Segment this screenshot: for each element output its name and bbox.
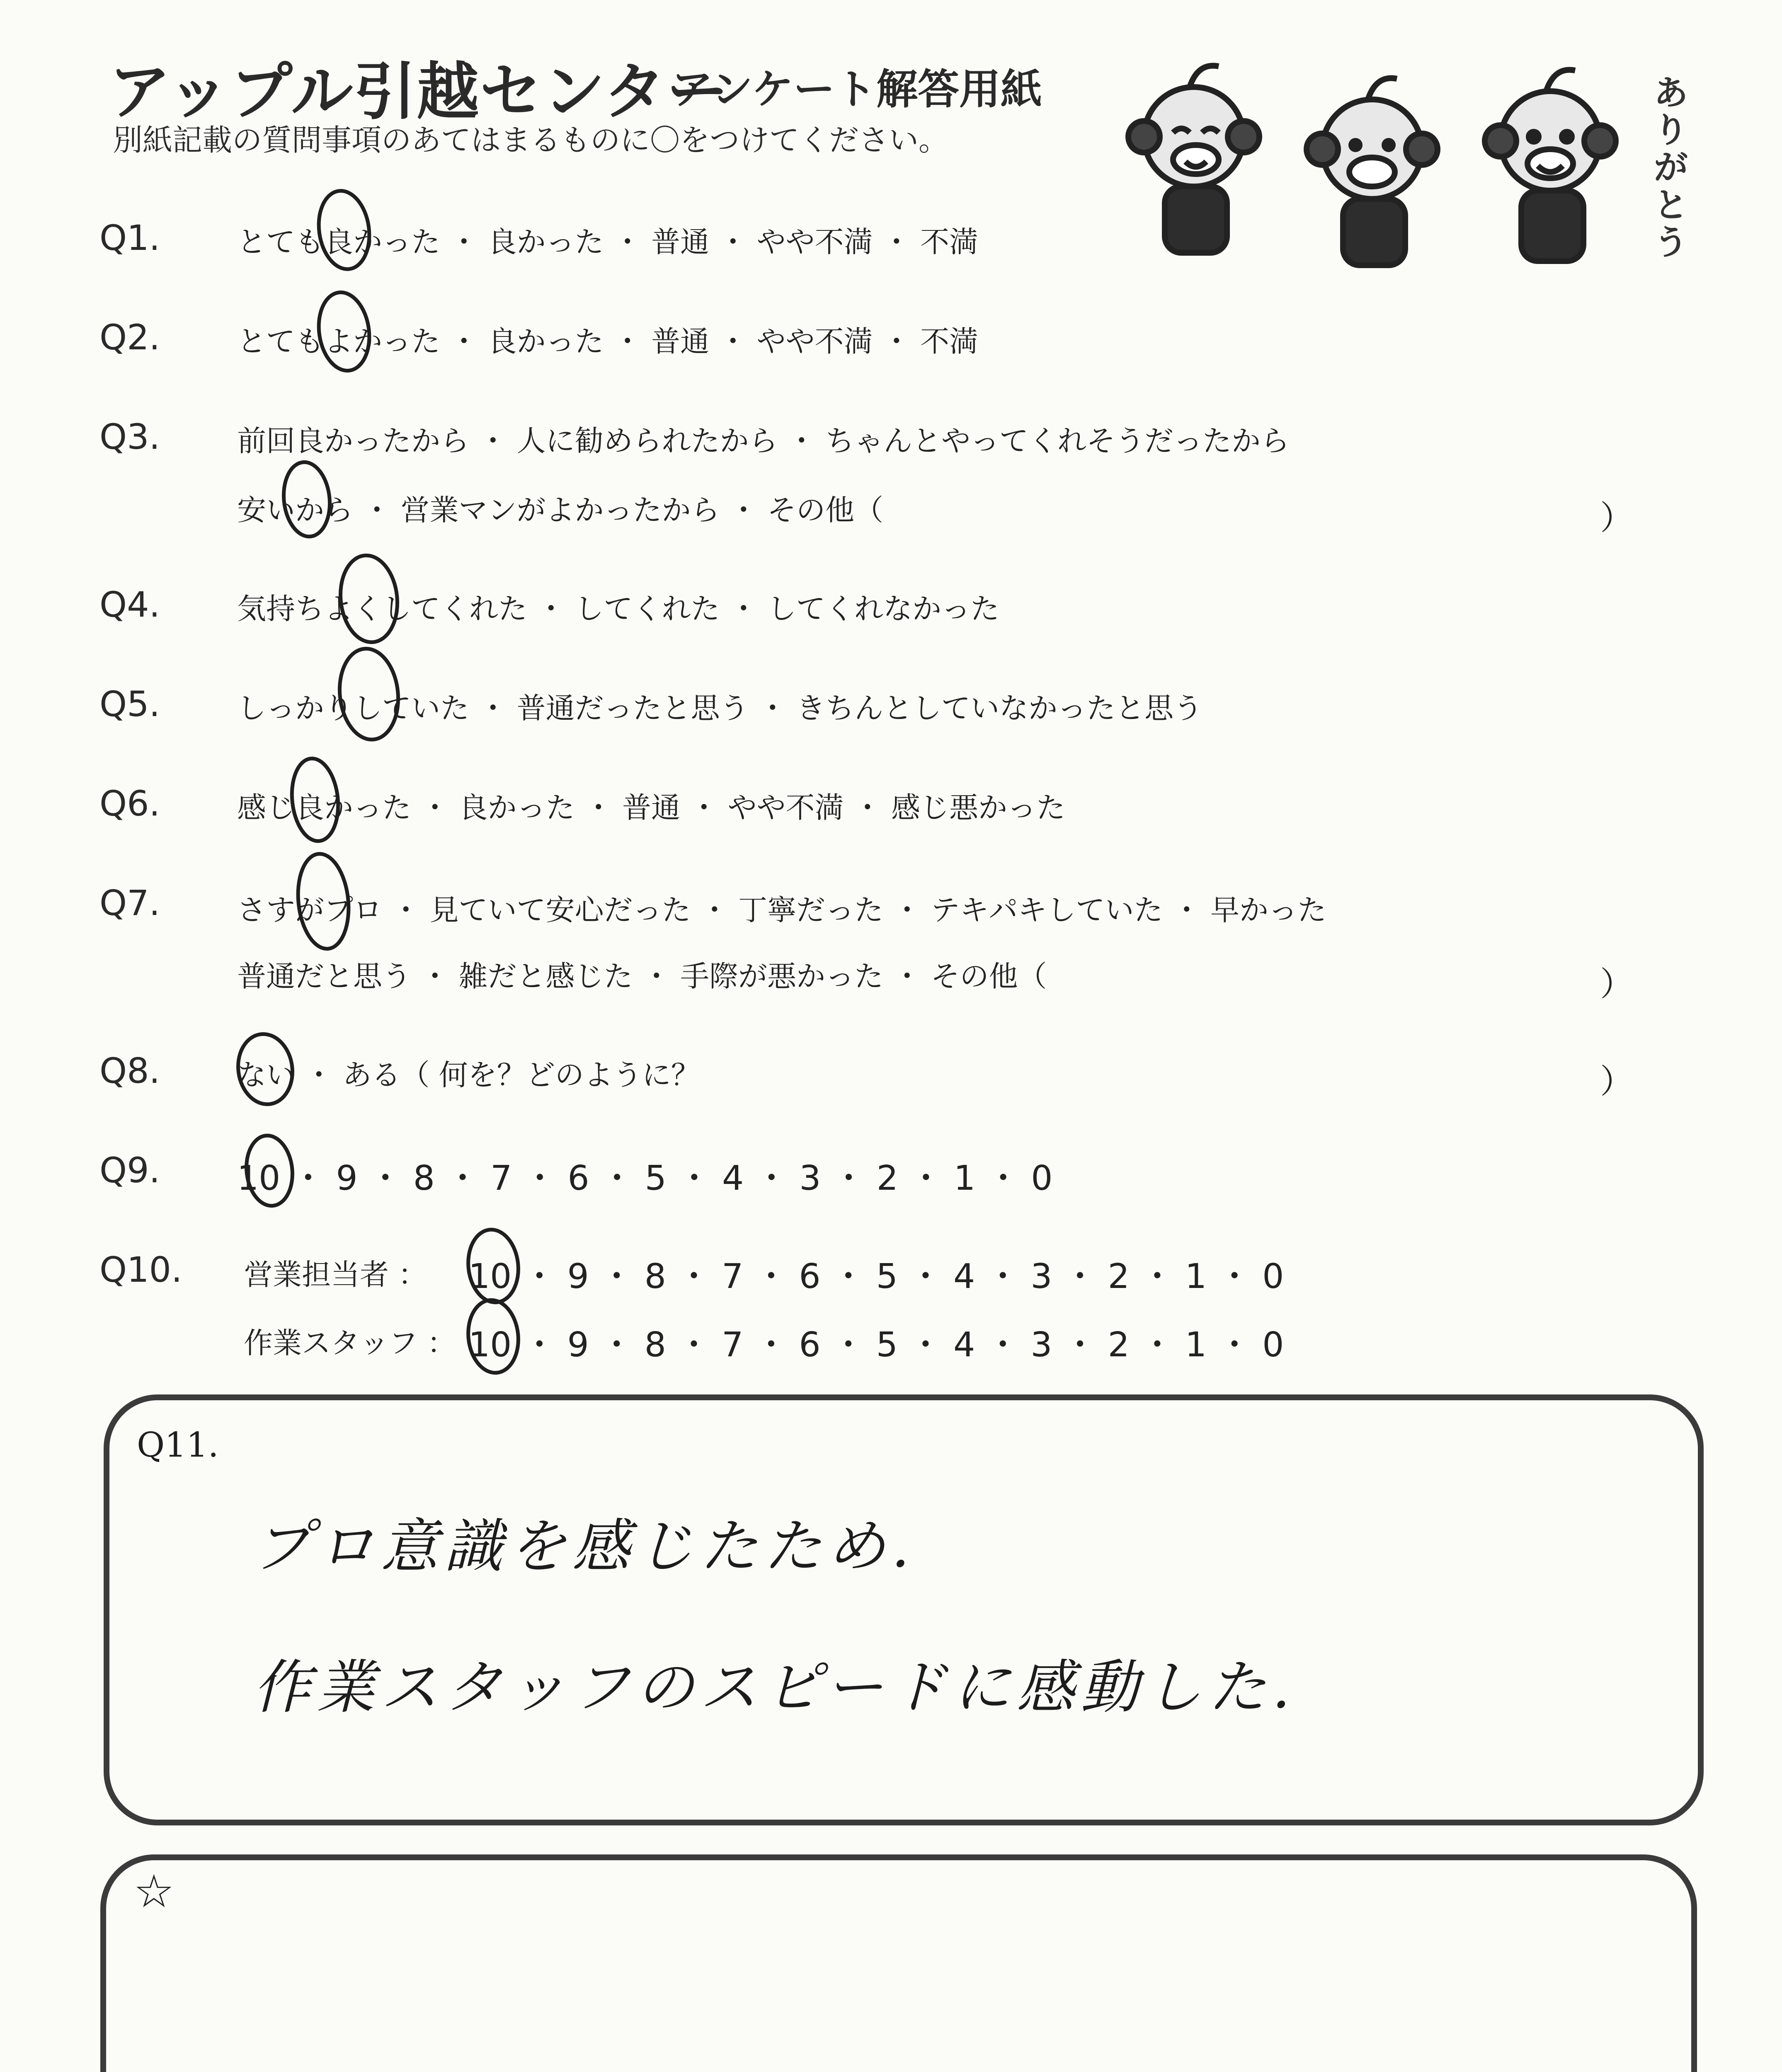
q8-close-paren: ）	[1600, 1062, 1633, 1101]
q1-options[interactable]: とても良かった ・ 良かった ・ 普通 ・ やや不満 ・ 不満	[237, 225, 979, 259]
q10-sales-label: 営業担当者 ：	[244, 1258, 427, 1292]
q9-label: Q9.	[99, 1150, 160, 1191]
q8-label: Q8.	[99, 1051, 160, 1091]
q3-close-paren: ）	[1600, 499, 1633, 537]
q4-answer-circle	[336, 552, 401, 645]
q6-options[interactable]: 感じ良かった ・ 良かった ・ 普通 ・ やや不満 ・ 感じ悪かった	[237, 791, 1066, 825]
q4-label: Q4.	[99, 584, 160, 625]
q8-options[interactable]: ない ・ ある（ 何を？どのように？	[237, 1058, 700, 1092]
q11-comment-line1: プロ意識を感じたため.	[253, 1513, 916, 1581]
q3-answer-circle	[280, 460, 333, 539]
q7-options-line1[interactable]: さすがプロ ・ 見ていて安心だった ・ 丁寧だった ・ テキパキしていた ・ 早かった	[237, 893, 1327, 927]
mascot-caption: ありがとう	[1654, 73, 1688, 262]
q11-label: Q11.	[137, 1426, 219, 1465]
q4-options[interactable]: 気持ちよくしてくれた ・ してくれた ・ してくれなかった	[237, 592, 1000, 626]
q3-label: Q3.	[99, 416, 160, 457]
q3-options-line1[interactable]: 前回良かったから ・ 人に勧められたから ・ ちゃんとやってくれそうだったから	[237, 424, 1290, 458]
q2-options[interactable]: とてもよかった ・ 良かった ・ 普通 ・ やや不満 ・ 不満	[237, 324, 979, 358]
q10-staff-answer-circle	[465, 1297, 522, 1375]
q3-options-line2[interactable]: 安いから ・ 営業マンがよかったから ・ その他（	[237, 493, 884, 527]
q10-sales-scale[interactable]: 10 ・ 9 ・ 8 ・ 7 ・ 6 ・ 5 ・ 4 ・ 3 ・ 2 ・ 1 ・ 0	[468, 1257, 1284, 1296]
q10-staff-label: 作業スタッフ ：	[244, 1326, 456, 1360]
q10-sales-answer-circle	[465, 1227, 522, 1305]
q5-options[interactable]: しっかりしていた ・ 普通だったと思う ・ きちんとしていなかったと思う	[237, 691, 1203, 725]
q1-label: Q1.	[99, 218, 160, 258]
q7-label: Q7.	[99, 883, 160, 923]
q2-answer-circle	[314, 289, 374, 374]
q7-close-paren: ）	[1600, 965, 1633, 1003]
q8-answer-circle	[234, 1031, 297, 1108]
q1-answer-circle	[314, 188, 374, 273]
q5-label: Q5.	[99, 684, 160, 724]
q7-answer-circle	[293, 851, 353, 951]
star-icon: ☆	[133, 1865, 175, 1918]
q10-label: Q10.	[99, 1249, 182, 1290]
q2-label: Q2.	[99, 317, 160, 358]
q9-answer-circle	[243, 1133, 296, 1208]
q11-comment-box[interactable]	[104, 1394, 1704, 1825]
q5-answer-circle	[335, 646, 402, 742]
q11-comment-line2: 作業スタッフのスピードに感動した.	[253, 1654, 1296, 1721]
q9-scale[interactable]: 10 ・ 9 ・ 8 ・ 7 ・ 6 ・ 5 ・ 4 ・ 3 ・ 2 ・ 1 ・ 0	[237, 1159, 1053, 1198]
q7-options-line2[interactable]: 普通だと思う ・ 雑だと感じた ・ 手際が悪かった ・ その他（	[237, 959, 1047, 993]
star-comment-box[interactable]	[100, 1854, 1697, 2072]
q6-answer-circle	[288, 756, 342, 843]
q10-staff-scale[interactable]: 10 ・ 9 ・ 8 ・ 7 ・ 6 ・ 5 ・ 4 ・ 3 ・ 2 ・ 1 ・ 0	[468, 1325, 1284, 1365]
instruction-text: 別紙記載の質問事項のあてはまるものに〇をつけてください。	[113, 123, 949, 157]
form-title: アンケート解答用紙	[672, 65, 1042, 114]
q6-label: Q6.	[99, 783, 160, 824]
company-title: アップル引越センター	[109, 56, 730, 128]
